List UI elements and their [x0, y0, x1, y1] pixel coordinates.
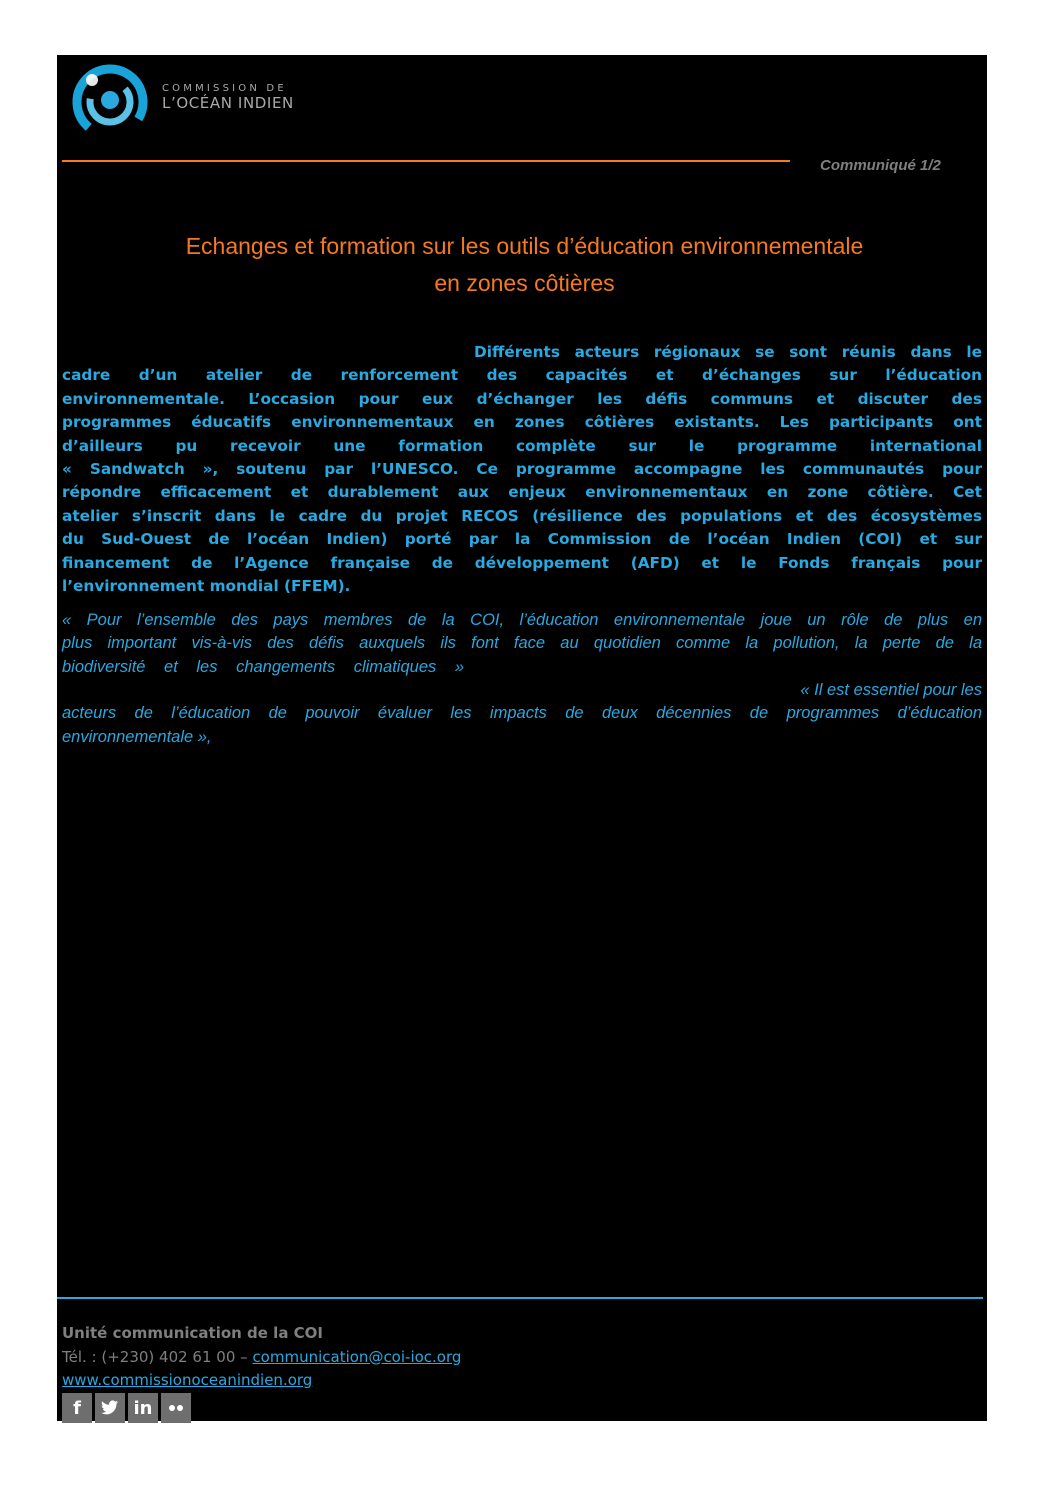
lead-line: atelier s’inscrit dans le cadre du projet RECOS (résilience des populations et des écosystèmes [62, 506, 982, 525]
footer-tel: Tél. : (+230) 402 61 00 – [62, 1347, 248, 1366]
lead-line: « Sandwatch », soutenu par l’UNESCO. Ce programme accompagne les communautés pour [62, 460, 982, 479]
quote-line: « Pour l’ensemble des pays membres de la COI, l’éducation environnementale joue un rôle de plus en [62, 611, 982, 629]
quote-paragraph-2 [62, 679, 982, 749]
header-divider [62, 160, 790, 162]
quote-line: environnementale », [62, 727, 212, 746]
quote-line: plus important vis-à-vis des défis auxquels ils font face au quotidien comme la pollution, la perte de la [62, 634, 982, 653]
footer-contact [62, 1346, 762, 1370]
flickr-icon[interactable] [161, 1393, 191, 1423]
logo-line-2: L’OCÉAN INDIEN [162, 94, 294, 112]
page-title [62, 228, 987, 302]
lead-line: programmes éducatifs environnementaux en zones côtières existants. Les participants ont [62, 413, 982, 432]
quote-line: « Il est essentiel pour les [800, 681, 982, 699]
twitter-icon[interactable] [95, 1393, 125, 1423]
lead-line: l’environnement mondial (FFEM). [62, 577, 351, 596]
coi-logo-icon [70, 62, 150, 142]
lead-line: environnementale. L’occasion pour eux d’échanger les défis communs et discuter des [62, 389, 982, 408]
quote-line: biodiversité et les changements climatiques » [62, 657, 465, 676]
lead-paragraph [62, 341, 982, 598]
quote-line: acteurs de l’éducation de pouvoir évaluer les impacts de deux décennies de programmes d’éducation [62, 704, 982, 723]
title-line-2: en zones côtières [434, 270, 615, 296]
lead-line: répondre efficacement et durablement aux enjeux environnementaux en zone côtière. Cet [62, 483, 982, 502]
footer [62, 1322, 762, 1393]
lead-line: d’ailleurs pu recevoir une formation complète sur le programme international [62, 436, 982, 455]
logo-text [162, 84, 294, 111]
lead-line: Différents acteurs régionaux se sont réunis dans le [474, 343, 982, 361]
communique-label: Communiqué 1/2 [820, 157, 941, 174]
lead-line: du Sud-Ouest de l’océan Indien) porté par la Commission de l’océan Indien (COI) et sur [62, 530, 982, 549]
website-link[interactable]: www.commissionoceanindien.org [62, 1371, 313, 1389]
email-link[interactable]: communication@coi-ioc.org [252, 1347, 462, 1366]
social-icons [62, 1393, 191, 1423]
facebook-icon[interactable]: f [62, 1393, 92, 1423]
logo-line-1: COMMISSION DE [162, 83, 287, 94]
title-line-1: Echanges et formation sur les outils d’éducation environnementale [185, 233, 864, 259]
quote-paragraph-1 [62, 609, 982, 679]
linkedin-icon[interactable]: in [128, 1393, 158, 1423]
footer-unit: Unité communication de la COI [62, 1324, 324, 1342]
lead-line: financement de l’Agence française de développement (AFD) et le Fonds français pour [62, 553, 982, 572]
lead-line: cadre d’un atelier de renforcement des capacités et d’échanges sur l’éducation [62, 366, 982, 385]
footer-divider [57, 1297, 983, 1299]
